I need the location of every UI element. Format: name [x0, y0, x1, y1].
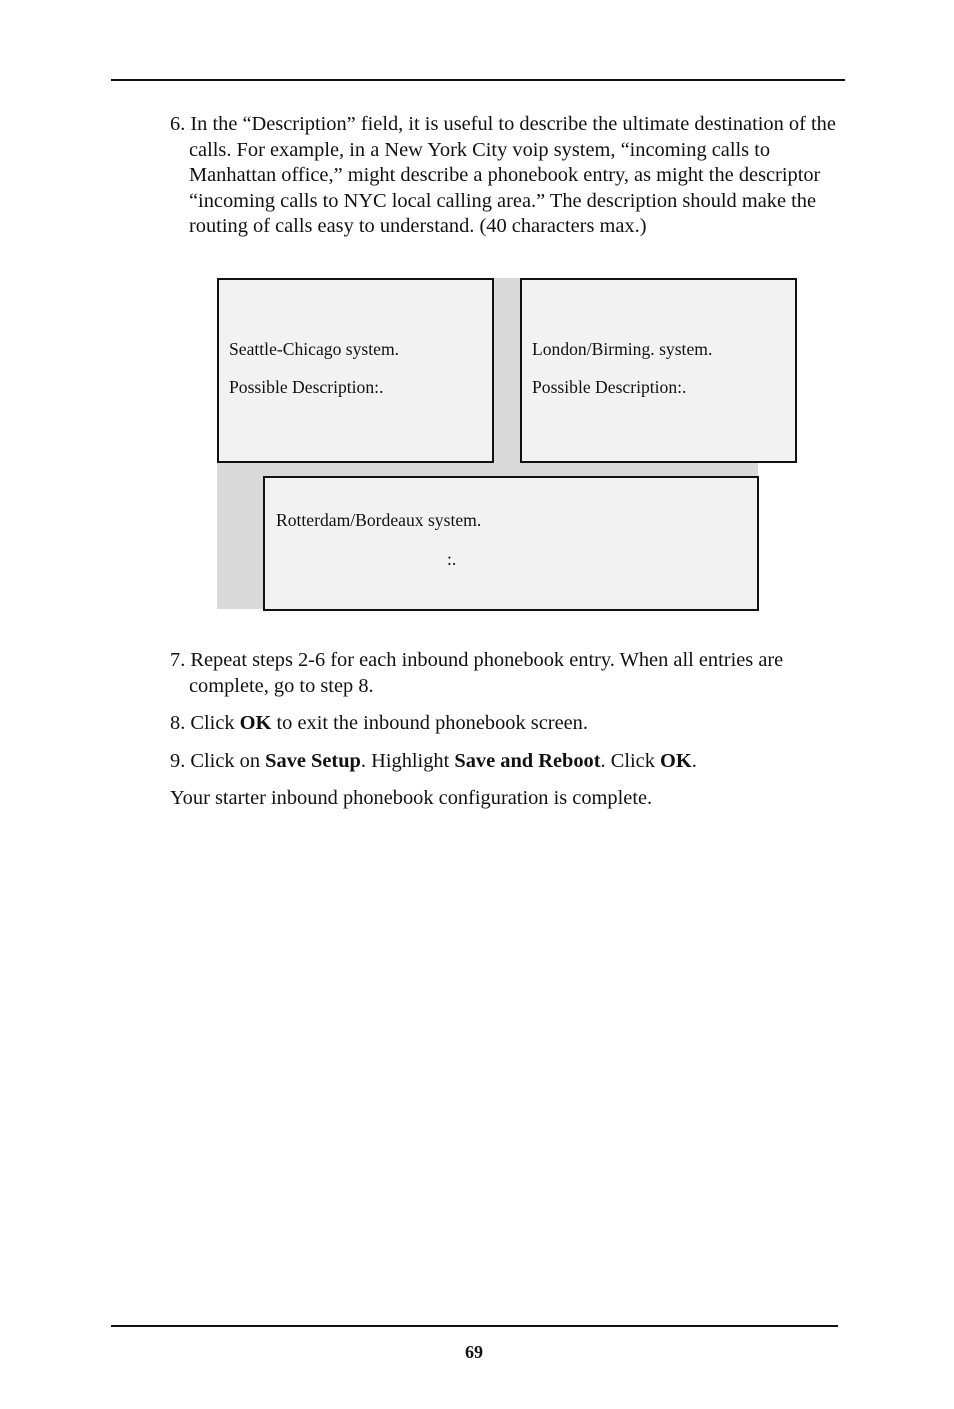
step-9-middle2: . Click	[600, 749, 661, 772]
footer-rule	[111, 1325, 838, 1327]
london-birmingham-box	[520, 278, 797, 463]
step-8-paragraph	[170, 711, 850, 737]
step-9-ok: OK	[660, 749, 692, 772]
rotterdam-description-label: :.	[447, 549, 457, 569]
seattle-chicago-box	[217, 278, 494, 463]
rotterdam-bordeaux-box	[263, 476, 759, 611]
step-6-paragraph: 6. In the “Description” field, it is useful to describe the ultimate destination of the calls. For example, in a New York City voip system, “incoming calls to Manhattan office,” might describe a phonebook entry, as might the descriptor “incoming calls to NYC local calling area.” The description should make the routing of calls easy to understand. (40 characters max.)	[170, 113, 836, 237]
step-8-suffix: to exit the inbound phonebook screen.	[271, 712, 588, 734]
step-7-paragraph: 7. Repeat steps 2-6 for each inbound phonebook entry. When all entries are complete, go to step 8.	[170, 649, 784, 697]
london-system-label: London/Birming. system.	[532, 339, 713, 359]
steps-7-9-section	[170, 648, 850, 812]
step-6-section	[170, 112, 850, 240]
closing-paragraph: Your starter inbound phonebook configuration is complete.	[170, 787, 653, 809]
seattle-description-label: Possible Description:.	[229, 377, 384, 397]
step-9-suffix: .	[691, 749, 697, 772]
step-8-prefix: 8. Click	[170, 712, 240, 734]
seattle-system-label: Seattle-Chicago system.	[229, 339, 400, 359]
header-rule	[111, 79, 845, 81]
step-8-ok: OK	[239, 712, 272, 734]
rotterdam-system-label: Rotterdam/Bordeaux system.	[276, 510, 482, 530]
step-9-middle: . Highlight	[360, 749, 455, 772]
step-9-save-and-reboot: Save and Reboot	[454, 749, 601, 772]
step-9-paragraph	[170, 749, 850, 775]
step-9-save-setup: Save Setup	[265, 749, 361, 772]
page-number: 69	[465, 1342, 483, 1362]
description-examples-diagram	[217, 278, 797, 611]
step-9-prefix: 9. Click on	[170, 749, 266, 772]
london-description-label: Possible Description:.	[532, 377, 687, 397]
